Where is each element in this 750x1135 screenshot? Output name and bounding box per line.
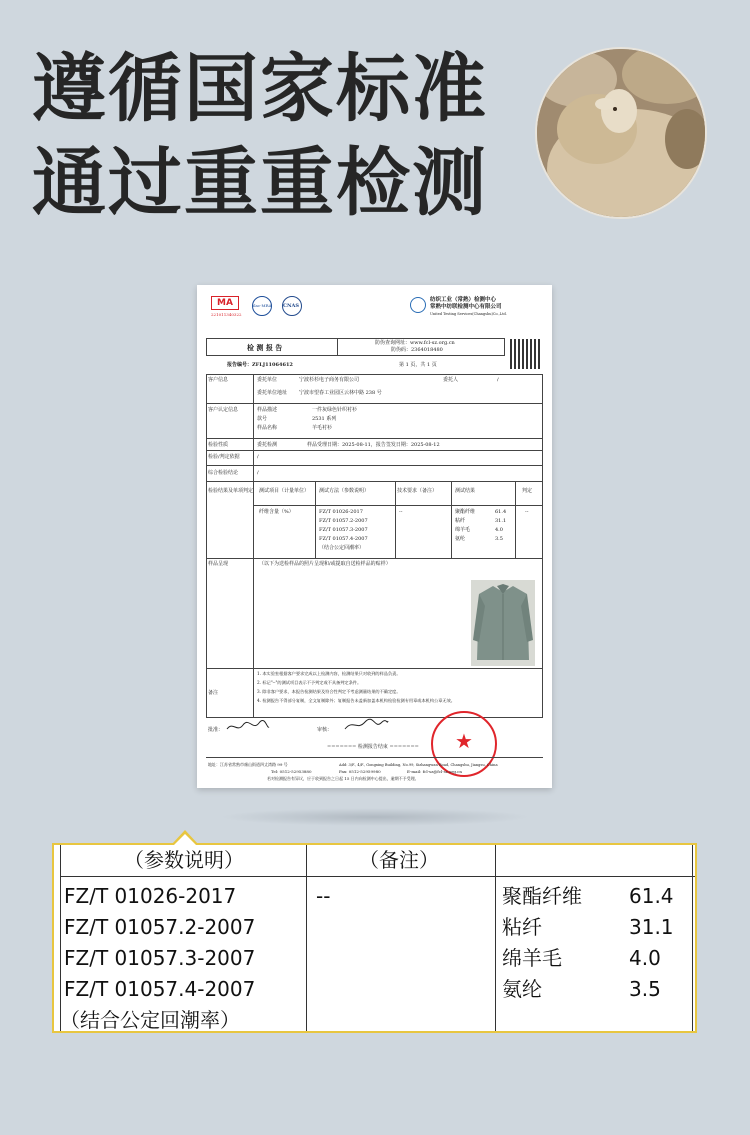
- cma-code: 221011340322: [211, 312, 242, 317]
- callout-pointer-inner: [174, 834, 196, 845]
- page-info: 第 1 页，共 1 页: [399, 362, 437, 368]
- method-5: （结合公定回潮率）: [319, 545, 365, 551]
- footer-tel: Tel: 0512-52953880: [271, 769, 312, 774]
- zoom-fiber-name-2: 粘纤: [502, 915, 542, 939]
- sample-name: 羊毛衬衫: [312, 425, 333, 431]
- org-name-cn-2: 常熟中纺联检测中心有限公司: [430, 304, 502, 310]
- conclusion-label: 综合检验结论: [208, 470, 239, 476]
- method-4: FZ/T 01057.4-2007: [319, 536, 368, 542]
- note-1: 1. 本实验室根据客户要求完成以上检测内容，检测结果只对收到的样品负责。: [257, 671, 401, 676]
- zoom-remark: --: [316, 884, 331, 908]
- col-method: 测试方法（参数说明）: [319, 488, 370, 494]
- document-shadow: [220, 808, 530, 826]
- footer-fax: Fax: 0512-52959980: [339, 769, 381, 774]
- sample-desc-label: 样品描述: [257, 407, 278, 413]
- req-value: --: [399, 509, 403, 515]
- conclusion-value: /: [257, 470, 259, 476]
- zoomed-results-table: [52, 843, 697, 1033]
- style-no-label: 款号: [257, 416, 268, 422]
- result-name-3: 绵羊毛: [455, 527, 471, 533]
- zoom-header-method: （参数说明）: [124, 848, 244, 872]
- result-value-2: 31.1: [495, 518, 507, 524]
- zoom-method-3: FZ/T 01057.3-2007: [64, 946, 256, 970]
- entrust-unit-label: 委托单位: [257, 377, 278, 383]
- ilac-logo-text: ilac-MRA: [253, 303, 272, 308]
- sheep-photo: [535, 47, 707, 219]
- anti-fake-code: 防伪码：2364018480: [391, 347, 443, 353]
- footer-email: E-mail: fcl-sz@fcl-sz.org.cn: [407, 769, 462, 774]
- entrust-addr: 宁波市望春工业园区云林中路 238 号: [299, 390, 382, 396]
- qr-code: [510, 339, 540, 369]
- photo-label: 样品呈现: [208, 561, 229, 567]
- test-category: 委托检测: [257, 442, 278, 448]
- uts-logo-icon: [410, 297, 426, 313]
- headline-line-2: 通过重重检测: [32, 140, 488, 226]
- zoom-method-2: FZ/T 01057.2-2007: [64, 915, 256, 939]
- report-end-mark: ======= 检测报告结束 =======: [327, 744, 419, 750]
- zoom-fiber-value-1: 61.4: [629, 884, 674, 908]
- report-title: 检 测 报 告: [247, 343, 283, 352]
- entrust-unit: 宁波杉杉电子商务有限公司: [299, 377, 360, 383]
- query-site: 防伪查询网址：www.fcl-sz.org.cn: [375, 340, 455, 346]
- result-name-2: 粘纤: [455, 518, 466, 524]
- results-label: 检验结果及单项判定: [208, 488, 254, 494]
- zoom-fiber-value-4: 3.5: [629, 977, 661, 1001]
- footer-address: 地址：江苏省常熟市虞山街道四丈湾路 99 号: [208, 762, 288, 767]
- method-1: FZ/T 01026-2017: [319, 509, 363, 515]
- result-value-4: 3.5: [495, 536, 503, 542]
- zoom-method-5: （结合公定回潮率）: [60, 1008, 240, 1032]
- cma-logo: MA: [211, 296, 239, 310]
- headline-line-1: 遵循国家标准: [32, 46, 488, 132]
- entrust-addr-label: 委托单位地址: [257, 390, 288, 396]
- org-name-cn-1: 纺织工业（常熟）检测中心: [430, 297, 497, 303]
- basis-value: /: [257, 454, 259, 460]
- zoom-fiber-value-2: 31.1: [629, 915, 674, 939]
- photo-note: （以下为送检样品的照片呈现和/或提取自送检样品的贴样）: [259, 561, 391, 567]
- result-name-4: 氨纶: [455, 536, 466, 542]
- client-info-label: 客户信息: [208, 377, 229, 383]
- org-name-en: United Testing Services(Changshu)Co.,Ltd.: [430, 312, 507, 316]
- client-confirm-label: 客户认定信息: [208, 407, 239, 413]
- note-2: 2. 标记"--"的测试项目表示不予判定或不具备判定条件。: [257, 680, 362, 685]
- item-value: 纤维含量（%）: [259, 509, 294, 515]
- official-stamp: ★: [431, 711, 497, 777]
- note-4: 4. 检测报告不得部分复制，全文复制除外；复制报告未盖新加盖本机构检验检测专用章或本机构公章无效。: [257, 698, 455, 703]
- report-number: 报告编号：ZFLJ11064612: [227, 362, 293, 368]
- sample-dates: 样品受理日期：2025-08-11，报告签发日期：2025-08-12: [307, 442, 440, 448]
- result-value-1: 61.4: [495, 509, 507, 515]
- entrust-person-label: 委托人: [443, 377, 459, 383]
- judge-value: --: [525, 509, 529, 515]
- method-3: FZ/T 01057.3-2007: [319, 527, 368, 533]
- footer-note: 若对检测报告有异议，应于收到报告之日起 15 日内向检测中心提出，逾期不予受理。: [267, 776, 419, 781]
- reviewer-label: 审核：: [317, 727, 333, 733]
- col-result: 测试结果: [455, 488, 476, 494]
- entrust-person: /: [497, 377, 499, 383]
- method-2: FZ/T 01057.2-2007: [319, 518, 368, 524]
- col-judge: 判定: [522, 488, 533, 494]
- zoom-method-4: FZ/T 01057.4-2007: [64, 977, 256, 1001]
- note-3: 3. 除非客户要求，本报告检测结果及符合性判定不考虑测量结果的不确定度。: [257, 689, 401, 694]
- zoom-method-1: FZ/T 01026-2017: [64, 884, 237, 908]
- result-name-1: 聚酯纤维: [455, 509, 476, 515]
- test-report-document: [197, 285, 552, 788]
- reviewer-signature: [343, 717, 389, 733]
- sample-name-label: 样品名称: [257, 425, 278, 431]
- zoom-header-remark: （备注）: [359, 848, 439, 872]
- zoom-fiber-name-1: 聚酯纤维: [502, 884, 582, 908]
- col-item: 测试项目（计量单位）: [259, 488, 310, 494]
- zoom-fiber-value-3: 4.0: [629, 946, 661, 970]
- cnas-logo-text: CNAS: [283, 303, 300, 309]
- test-category-label: 检验性质: [208, 442, 229, 448]
- notes-label: 备注: [208, 690, 219, 696]
- col-req: 技术要求（备注）: [397, 488, 438, 494]
- shirt-photo: [471, 580, 535, 666]
- zoom-fiber-name-3: 绵羊毛: [502, 946, 562, 970]
- zoom-fiber-name-4: 氨纶: [502, 977, 542, 1001]
- basis-label: 检验/判定依据: [208, 454, 240, 460]
- footer-address-en: Add: 3/F., 4/F., Gongxing Building, No.99, Sizhangwan Road, Changshu, Jiangsu, China: [339, 763, 498, 767]
- result-value-3: 4.0: [495, 527, 503, 533]
- approver-signature: [225, 719, 271, 735]
- style-no: 2531 系列: [312, 416, 337, 422]
- sample-desc: 一件灰绿色针织衬衫: [312, 407, 358, 413]
- approver-label: 批准：: [208, 727, 224, 733]
